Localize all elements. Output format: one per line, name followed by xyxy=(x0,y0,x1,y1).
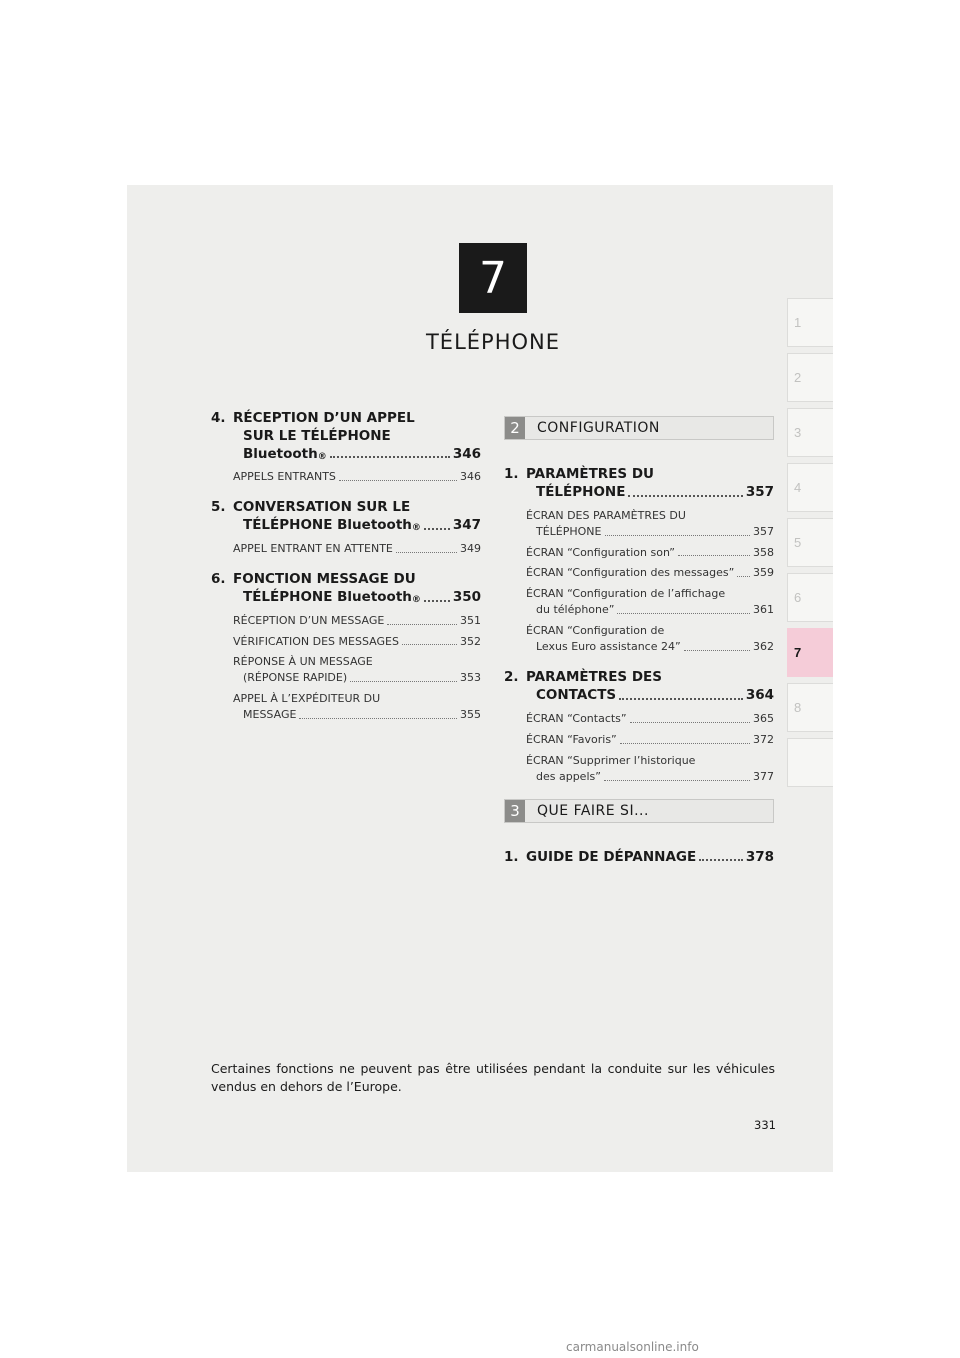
toc-subentry-line xyxy=(526,545,774,561)
toc-label: CONVERSATION SUR LE xyxy=(233,499,411,516)
toc-subentry-label: ÉCRAN “Configuration son” xyxy=(526,545,676,559)
toc-leader-dots xyxy=(684,650,750,651)
section-number: 2 xyxy=(505,417,525,439)
watermark: carmanualsonline.info xyxy=(566,1340,699,1354)
chapter-tab-5[interactable]: 5 xyxy=(787,518,833,567)
toc-label: PARAMÈTRES DU xyxy=(526,466,655,482)
toc-label: CONTACTS xyxy=(536,686,617,703)
toc-subentry-page: 355 xyxy=(460,708,481,722)
chapter-tab-1[interactable]: 1 xyxy=(787,298,833,347)
toc-indent xyxy=(211,428,233,446)
toc-indent xyxy=(211,517,233,535)
toc-subentry-label: APPELS ENTRANTS xyxy=(233,470,336,484)
toc-subentry-page: 365 xyxy=(753,711,774,725)
toc-subentry-line xyxy=(526,711,774,727)
toc-leader-dots xyxy=(737,576,750,577)
toc-subentry-page: 362 xyxy=(753,640,774,654)
toc-subentry-label: du téléphone” xyxy=(536,603,615,617)
toc-indent xyxy=(211,446,233,464)
toc-subentry-line xyxy=(526,508,774,524)
toc-subentry-line xyxy=(233,654,481,670)
section-number: 3 xyxy=(505,800,525,822)
toc-left-block xyxy=(211,571,481,723)
toc-subentry-line xyxy=(526,639,774,655)
toc-entry[interactable] xyxy=(211,410,481,463)
toc-registered-mark: ® xyxy=(411,523,421,534)
toc-label: Bluetooth xyxy=(243,445,318,462)
chapter-tab-6[interactable]: 6 xyxy=(787,573,833,622)
toc-subentry-line xyxy=(526,732,774,748)
toc-line xyxy=(504,466,774,484)
toc-text xyxy=(526,669,774,687)
toc-line xyxy=(211,410,481,428)
toc-leader-dots xyxy=(396,552,457,553)
toc-subentry-line xyxy=(233,613,481,629)
toc-subentry-label: ÉCRAN “Configuration des messages” xyxy=(526,566,735,580)
toc-subentry-line xyxy=(233,691,481,707)
toc-entry[interactable] xyxy=(504,466,774,502)
section-title: CONFIGURATION xyxy=(537,420,660,436)
toc-text xyxy=(526,466,774,484)
toc-page: 357 xyxy=(745,483,774,500)
toc-leader-dots xyxy=(617,613,750,614)
toc-subentry-line xyxy=(526,565,774,581)
toc-leader-dots xyxy=(387,624,457,625)
toc-registered-mark: ® xyxy=(411,594,421,605)
toc-entry[interactable] xyxy=(211,571,481,607)
chapter-tab-8[interactable]: 8 xyxy=(787,683,833,732)
chapter-tab-3[interactable]: 3 xyxy=(787,408,833,457)
toc-subentry-line xyxy=(526,753,774,769)
toc-subentry[interactable] xyxy=(233,634,481,650)
toc-line xyxy=(504,669,774,687)
toc-label: SUR LE TÉLÉPHONE xyxy=(243,427,391,444)
toc-text xyxy=(233,428,481,446)
chapter-title: TÉLÉPHONE xyxy=(425,330,561,354)
toc-subentry-label: ÉCRAN “Configuration de xyxy=(526,624,665,638)
toc-subentry-page: 351 xyxy=(460,613,481,627)
toc-subentry-line xyxy=(233,469,481,485)
toc-subentry-label: APPEL ENTRANT EN ATTENTE xyxy=(233,542,393,555)
toc-text xyxy=(526,687,774,705)
toc-line xyxy=(504,484,774,502)
toc-leader-dots xyxy=(339,480,457,481)
toc-subentry-label: ÉCRAN “Contacts” xyxy=(526,711,627,725)
toc-line xyxy=(211,589,481,607)
toc-subentry-label: ÉCRAN “Configuration de l’affichage xyxy=(526,587,726,601)
toc-subentry-page: 372 xyxy=(753,732,774,746)
toc-line xyxy=(211,517,481,535)
toc-leader-dots xyxy=(424,528,450,530)
toc-leader-dots xyxy=(605,535,751,536)
toc-subentry-label: (RÉPONSE RAPIDE) xyxy=(243,671,348,685)
toc-leader-dots xyxy=(678,555,750,556)
toc-subentry[interactable] xyxy=(526,586,774,618)
toc-subentry-page: 352 xyxy=(460,634,481,648)
toc-subentry[interactable] xyxy=(233,691,481,723)
toc-leader-dots xyxy=(424,600,450,602)
toc-subentry-label: RÉPONSE À UN MESSAGE xyxy=(233,655,373,669)
toc-subentry-page: 357 xyxy=(753,524,774,538)
chapter-tab-2[interactable]: 2 xyxy=(787,353,833,402)
toc-subentry-line xyxy=(233,634,481,650)
toc-subentry-line xyxy=(526,524,774,540)
toc-leader-dots xyxy=(619,698,743,700)
toc-subentry[interactable] xyxy=(526,565,774,581)
toc-indent xyxy=(504,484,526,502)
toc-number: 6. xyxy=(211,570,226,587)
toc-line xyxy=(504,849,774,867)
toc-text xyxy=(233,499,481,517)
toc-entry[interactable] xyxy=(504,669,774,705)
toc-subentry-line xyxy=(233,707,481,723)
toc-right-block xyxy=(504,669,774,784)
toc-left-block xyxy=(211,499,481,557)
toc-subentry[interactable] xyxy=(526,545,774,561)
toc-indent xyxy=(504,687,526,705)
toc-subentry-page: 361 xyxy=(753,603,774,617)
toc-subentry-page: 349 xyxy=(460,542,481,555)
toc-text xyxy=(233,571,481,589)
toc-subentry-label: ÉCRAN “Supprimer l’historique xyxy=(526,753,696,767)
toc-text xyxy=(233,589,481,607)
section-header xyxy=(504,799,774,823)
toc-subentry-label: ÉCRAN DES PARAMÈTRES DU xyxy=(526,508,686,522)
toc-line xyxy=(504,687,774,705)
toc-indent xyxy=(211,589,233,607)
chapter-tab-4[interactable]: 4 xyxy=(787,463,833,512)
toc-left-column xyxy=(211,410,481,737)
toc-subentry[interactable] xyxy=(233,469,481,485)
toc-text xyxy=(526,849,774,867)
toc-subentry-line xyxy=(233,670,481,686)
toc-page: 350 xyxy=(452,588,481,605)
toc-subentry-label: APPEL À L’EXPÉDITEUR DU xyxy=(233,692,381,706)
toc-number: 5. xyxy=(211,499,226,516)
toc-entry[interactable] xyxy=(211,499,481,535)
toc-label: FONCTION MESSAGE DU xyxy=(233,570,416,587)
toc-subentry-line xyxy=(526,769,774,785)
toc-subentry-page: 359 xyxy=(753,566,774,580)
toc-subentry[interactable] xyxy=(526,732,774,748)
toc-page: 364 xyxy=(745,686,774,703)
toc-leader-dots xyxy=(628,495,742,497)
toc-left-block xyxy=(211,410,481,485)
toc-text xyxy=(233,446,481,464)
toc-subentry[interactable] xyxy=(526,623,774,655)
toc-subentry[interactable] xyxy=(233,541,481,557)
toc-leader-dots xyxy=(630,722,750,723)
toc-subentry[interactable] xyxy=(526,508,774,540)
toc-text xyxy=(233,517,481,535)
toc-subentry-label: des appels” xyxy=(536,769,601,783)
toc-text xyxy=(526,484,774,502)
toc-subentry-label: ÉCRAN “Favoris” xyxy=(526,732,617,746)
toc-subentry-line xyxy=(233,541,481,557)
toc-line xyxy=(211,446,481,464)
toc-leader-dots xyxy=(350,681,457,682)
toc-number: 1. xyxy=(504,466,519,482)
toc-leader-dots xyxy=(299,718,457,719)
toc-leader-dots xyxy=(699,859,743,861)
toc-subentry-line xyxy=(526,623,774,639)
toc-subentry-label: MESSAGE xyxy=(243,708,297,722)
chapter-tabs xyxy=(787,298,833,793)
toc-subentry-page: 358 xyxy=(753,545,774,559)
toc-label: RÉCEPTION D’UN APPEL xyxy=(233,410,415,426)
toc-line xyxy=(211,428,481,446)
toc-subentry[interactable] xyxy=(233,613,481,629)
toc-subentry-label: VÉRIFICATION DES MESSAGES xyxy=(233,634,399,648)
toc-subentry-page: 346 xyxy=(460,470,481,484)
toc-subentry-line xyxy=(526,602,774,618)
page-number: 331 xyxy=(754,1118,776,1132)
toc-subentry-label: TÉLÉPHONE xyxy=(536,524,602,538)
toc-right-block xyxy=(504,849,774,867)
chapter-number-box xyxy=(459,243,527,313)
section-header xyxy=(504,416,774,440)
toc-label: GUIDE DE DÉPANNAGE xyxy=(526,848,697,865)
toc-label: TÉLÉPHONE xyxy=(536,483,626,500)
chapter-tab-7[interactable]: 7 xyxy=(787,628,833,677)
toc-page: 378 xyxy=(745,848,774,865)
toc-label: TÉLÉPHONE Bluetooth xyxy=(243,588,412,605)
toc-line xyxy=(211,499,481,517)
section-title: QUE FAIRE SI... xyxy=(537,802,649,819)
toc-subentry-label: Lexus Euro assistance 24” xyxy=(536,640,681,654)
toc-number: 4. xyxy=(211,410,226,426)
toc-number: 1. xyxy=(504,848,519,865)
chapter-tab-blank[interactable] xyxy=(787,738,833,787)
toc-right-block xyxy=(504,466,774,655)
toc-subentry[interactable] xyxy=(526,753,774,785)
footnote: Certaines fonctions ne peuvent pas être utilisées pendant la conduite sur les véhicules vendus en dehors de l’Europe. xyxy=(211,1061,775,1094)
toc-leader-dots xyxy=(402,644,457,645)
toc-right-column xyxy=(504,416,774,880)
toc-label: PARAMÈTRES DES xyxy=(526,669,663,686)
toc-subentry[interactable] xyxy=(233,654,481,686)
toc-page: 346 xyxy=(452,445,481,462)
toc-leader-dots xyxy=(604,780,750,781)
chapter-number: 7 xyxy=(479,252,507,304)
toc-subentry[interactable] xyxy=(526,711,774,727)
toc-subentry-line xyxy=(526,586,774,602)
toc-leader-dots xyxy=(330,456,450,458)
toc-number: 2. xyxy=(504,669,519,686)
toc-subentry-page: 377 xyxy=(753,769,774,783)
toc-text xyxy=(233,410,481,428)
toc-label: TÉLÉPHONE Bluetooth xyxy=(243,517,412,534)
toc-registered-mark: ® xyxy=(317,451,327,462)
toc-entry[interactable] xyxy=(504,849,774,867)
toc-subentry-label: RÉCEPTION D’UN MESSAGE xyxy=(233,613,385,627)
toc-subentry-page: 353 xyxy=(460,671,481,685)
toc-line xyxy=(211,571,481,589)
toc-page: 347 xyxy=(452,517,481,534)
toc-leader-dots xyxy=(620,743,750,744)
